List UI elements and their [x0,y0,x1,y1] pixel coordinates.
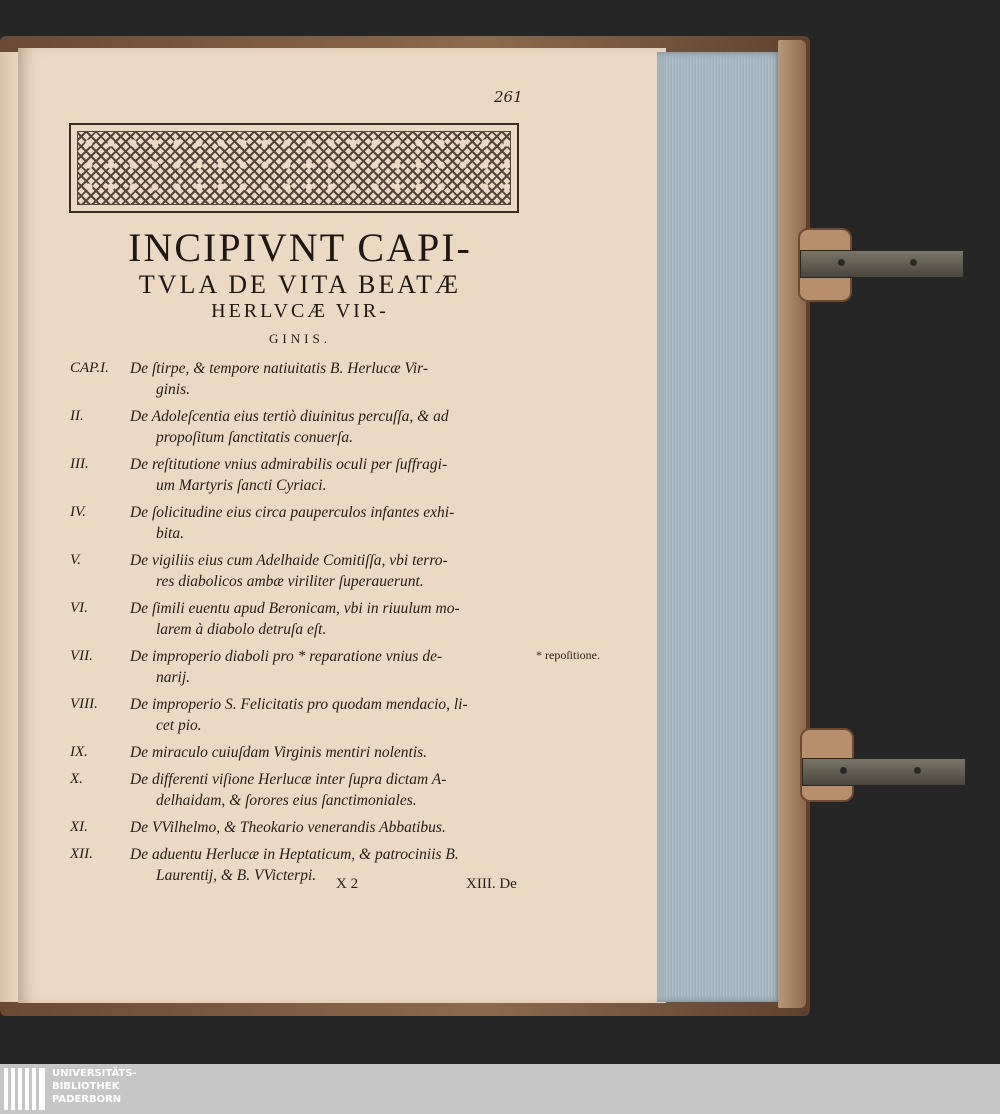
book-cover-right [778,40,806,1008]
clasp-rivet [840,767,847,774]
chapter-title: De VVilhelmo, & Theokario venerandis Abbatibus. [130,819,446,836]
chapter-number: IV. [70,504,86,520]
chapter-entry [68,502,548,544]
signature-mark: X 2 [336,876,359,892]
chapter-number: VII. [70,648,93,664]
title-line-1: INCIPIVNT CAPI- [128,225,472,270]
chapter-title: De vigiliis eius cum Adelhaide Comitiſſa, vbi terro- [130,552,448,569]
chapter-entry [68,646,548,688]
chapter-number: VIII. [70,696,98,712]
title-line-4: GINIS. [269,331,331,346]
chapter-title: De aduentu Herlucæ in Heptaticum, & patrociniis B. [130,846,459,863]
chapter-number: XII. [70,846,93,862]
title-line-2: TVLA DE VITA BEATÆ [138,270,462,299]
library-name-line-1: UNIVERSITÄTS- [52,1068,137,1079]
chapter-title: De miraculo cuiuſdam Virginis mentiri nolentis. [130,744,428,761]
chapter-title-cont: delhaidam, & ſorores eius ſanctimoniales. [156,792,417,809]
chapter-list [68,358,548,892]
library-logo-icon [4,1068,48,1110]
page-number: 261 [494,88,523,106]
lower-clasp [800,728,970,798]
chapter-number: III. [70,456,89,472]
chapter-title: De Adoleſcentia eius tertiò diuinitus percuſſa, & ad [130,408,449,425]
library-name-line-3: PADERBORN [52,1094,122,1105]
chapter-entry [68,454,548,496]
library-name-line-2: BIBLIOTHEK [52,1081,120,1092]
chapter-entry [68,598,548,640]
upper-clasp [798,228,968,298]
catchword: XIII. De [466,876,517,892]
title-line-3: HERLVCÆ VIR- [211,300,389,322]
chapter-title-cont: narij. [156,669,191,686]
chapter-title-cont: larem à diabolo detruſa eſt. [156,621,327,638]
library-footer [0,1064,1000,1114]
chapter-title: De ſimili euentu apud Beronicam, vbi in riuulum mo- [130,600,460,617]
chapter-title: De improperio diaboli pro * reparatione vnius de- [130,648,443,665]
chapter-title-cont: um Martyris ſancti Cyriaci. [156,477,327,494]
chapter-entry [68,742,548,763]
clasp-rivet [910,259,917,266]
chapter-entry [68,406,548,448]
clasp-metal [802,758,966,786]
chapter-title: De improperio S. Felicitatis pro quodam mendacio, li- [130,696,468,713]
headpiece-pattern [77,131,511,205]
clasp-metal [800,250,964,278]
chapter-title-cont: bita. [156,525,184,542]
page-block-texture [666,58,776,996]
chapter-entry [68,817,548,838]
margin-note: * repoſitione. [536,648,600,662]
chapter-number: V. [70,552,81,568]
chapter-number: VI. [70,600,88,616]
chapter-title-cont: propoſitum ſanctitatis conuerſa. [156,429,354,446]
chapter-title: De differenti viſione Herlucæ inter ſupra dictam A- [130,771,447,788]
chapter-entry [68,550,548,592]
decorative-headpiece [69,123,519,213]
chapter-title: De ſolicitudine eius circa pauperculos infantes exhi- [130,504,455,521]
chapter-title: De reſtitutione vnius admirabilis oculi per ſuffragi- [130,456,448,473]
chapter-number: CAP.I. [70,360,109,376]
chapter-title-cont: cet pio. [156,717,202,734]
chapter-entry [68,769,548,811]
chapter-number: X. [70,771,83,787]
library-name [52,1067,137,1106]
chapter-title-cont: ginis. [156,381,191,398]
clasp-rivet [838,259,845,266]
chapter-entry [68,694,548,736]
left-page-edge [0,52,20,1002]
chapter-number: II. [70,408,84,424]
chapter-title: De ſtirpe, & tempore natiuitatis B. Herlucæ Vir- [130,360,429,377]
chapter-entry [68,358,548,400]
chapter-title-cont: res diabolicos ambæ viriliter ſuperauerunt. [156,573,424,590]
chapter-number: XI. [70,819,88,835]
chapter-number: IX. [70,744,88,760]
clasp-rivet [914,767,921,774]
chapter-title-cont: Laurentij, & B. VVicterpi. [156,867,317,884]
